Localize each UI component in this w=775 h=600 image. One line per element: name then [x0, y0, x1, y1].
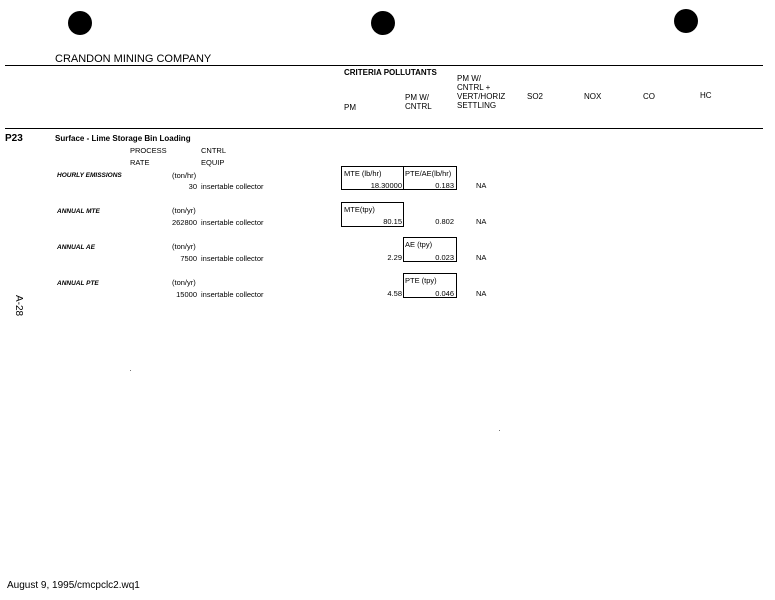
row-unit: (ton/yr) — [172, 206, 196, 215]
nox-header: NOX — [584, 92, 602, 101]
pm-value: 2.29 — [387, 253, 402, 262]
row-equip: insertable collector — [201, 290, 264, 299]
section-title: Surface - Lime Storage Bin Loading — [55, 134, 191, 143]
process-rate-header-2: RATE — [130, 158, 150, 167]
row-label: ANNUAL AE — [57, 244, 95, 251]
pm-cntrl-value: 0.023 — [435, 253, 454, 262]
row-equip: insertable collector — [201, 218, 264, 227]
row-equip: insertable collector — [201, 254, 264, 263]
section-id: P23 — [5, 133, 23, 144]
row-equip: insertable collector — [201, 182, 264, 191]
pm-cntrl-vert-header: PM W/ CNTRL + VERT/HORIZ SETTLING — [457, 74, 506, 110]
scan-speck — [130, 370, 131, 371]
pm-value: 4.58 — [387, 289, 402, 298]
header-bottom-rule — [5, 128, 763, 129]
pm-value: 18.30000 — [370, 181, 402, 190]
page-number: A-28 — [13, 295, 24, 317]
cntrl-equip-header-2: EQUIP — [201, 158, 225, 167]
company-name: CRANDON MINING COMPANY — [55, 53, 212, 65]
settling-value: NA — [476, 217, 487, 226]
row-unit: (ton/hr) — [172, 171, 197, 180]
row-unit: (ton/yr) — [172, 242, 196, 251]
box-label: AE (tpy) — [405, 240, 433, 249]
row-label: ANNUAL MTE — [57, 208, 100, 215]
cntrl-equip-header-1: CNTRL — [201, 146, 227, 155]
box-label: PTE/AE(lb/hr) — [405, 169, 452, 178]
footer-date-file: August 9, 1995/cmcpclc2.wq1 — [7, 580, 140, 591]
row-unit: (ton/yr) — [172, 278, 196, 287]
box-label: PTE (tpy) — [405, 276, 437, 285]
row-label: ANNUAL PTE — [57, 280, 99, 287]
settling-value: NA — [476, 289, 487, 298]
process-rate-header-1: PROCESS — [130, 146, 167, 155]
row-rate: 262800 — [171, 218, 197, 227]
row-label: HOURLY EMISSIONS — [57, 172, 122, 179]
box-label: MTE (lb/hr) — [344, 169, 382, 178]
criteria-pollutants-header: CRITERIA POLLUTANTS — [344, 68, 437, 77]
row-rate: 30 — [188, 182, 197, 191]
header-top-rule — [5, 65, 763, 66]
hc-header: HC — [700, 91, 712, 100]
box-label: MTE(tpy) — [344, 205, 375, 214]
pm-cntrl-value: 0.183 — [435, 181, 454, 190]
punch-hole-right — [674, 9, 698, 33]
settling-value: NA — [476, 181, 487, 190]
punch-hole-center — [371, 11, 395, 35]
pm-cntrl-header: PM W/ CNTRL — [405, 93, 432, 111]
row-rate: 15000 — [176, 290, 197, 299]
row-rate: 7500 — [180, 254, 197, 263]
so2-header: SO2 — [527, 92, 544, 101]
co-header: CO — [643, 92, 655, 101]
pm-cntrl-value: 0.046 — [435, 289, 454, 298]
punch-hole-left — [68, 11, 92, 35]
pm-value: 80.15 — [383, 217, 402, 226]
scan-speck — [499, 430, 500, 431]
pm-cntrl-value: 0.802 — [435, 217, 454, 226]
settling-value: NA — [476, 253, 487, 262]
pm-header: PM — [344, 103, 356, 112]
